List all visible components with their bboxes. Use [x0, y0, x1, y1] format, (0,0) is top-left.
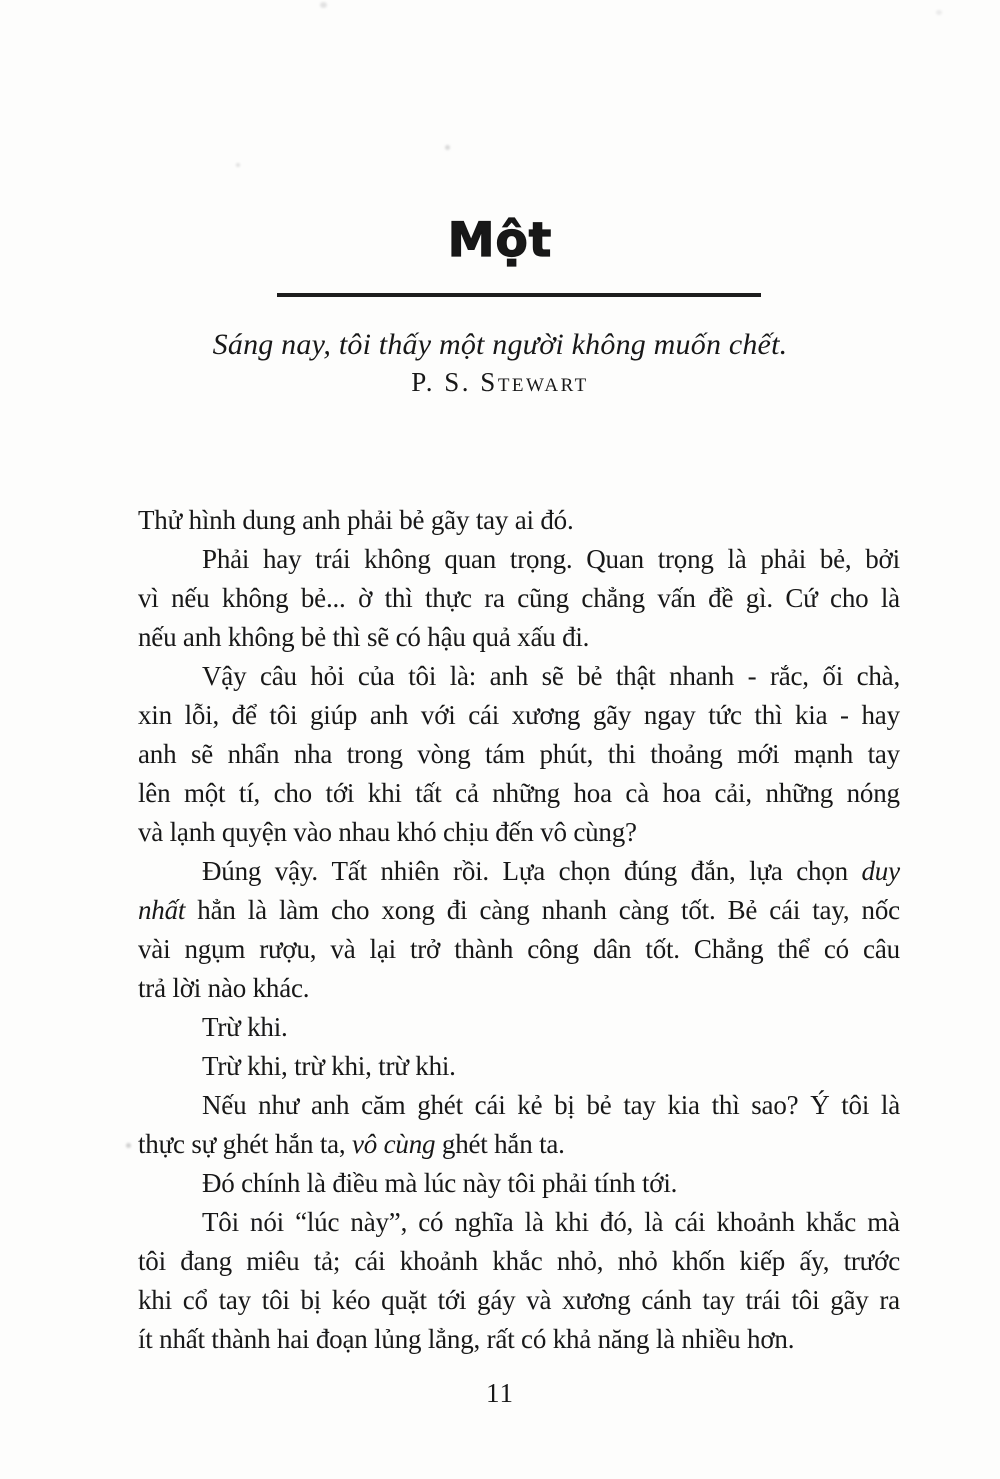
body-line: xin lỗi, để tôi giúp anh với cái xương gãy ngay tức thì kia - hay — [138, 700, 900, 730]
scan-speck — [936, 10, 942, 15]
body-line: anh sẽ nhẩn nha trong vòng tám phút, thi thoảng mới mạnh tay — [138, 739, 900, 769]
body-line: Phải hay trái không quan trọng. Quan trọng là phải bẻ, bởi — [202, 544, 900, 574]
body-line: Trừ khi. — [202, 1012, 288, 1042]
body-line: nếu anh không bẻ thì sẽ có hậu quả xấu đi. — [138, 622, 590, 652]
body-line: Tôi nói “lúc này”, có nghĩa là khi đó, là cái khoảnh khắc mà — [202, 1207, 900, 1237]
body-line: lên một tí, cho tới khi tất cả những hoa cà hoa cải, những nóng — [138, 778, 900, 808]
epigraph-quote: Sáng nay, tôi thấy một người không muốn chết. — [212, 328, 788, 361]
body-line: trả lời nào khác. — [138, 973, 310, 1003]
body-line: tôi đang miêu tả; cái khoảnh khắc nhỏ, nhỏ khốn kiếp ấy, trước — [138, 1246, 900, 1276]
body-line: nhất hẳn là làm cho xong đi càng nhanh càng tốt. Bẻ cái tay, nốc — [138, 895, 900, 925]
body-line: vì nếu không bẻ... ờ thì thực ra cũng chẳng vấn đề gì. Cứ cho là — [138, 583, 900, 613]
scan-speck — [320, 2, 327, 8]
body-line: Trừ khi, trừ khi, trừ khi. — [202, 1051, 456, 1081]
scan-speck — [126, 1143, 131, 1148]
body-line: ít nhất thành hai đoạn lủng lẳng, rất có khả năng là nhiều hơn. — [138, 1324, 795, 1354]
chapter-divider-rule — [277, 293, 761, 297]
body-line: vài ngụm rượu, và lại trở thành công dân tốt. Chẳng thể có câu — [138, 934, 900, 964]
body-line: Thử hình dung anh phải bẻ gãy tay ai đó. — [138, 505, 574, 535]
body-line: Đúng vậy. Tất nhiên rồi. Lựa chọn đúng đắn, lựa chọn duy — [202, 856, 900, 886]
body-line: khi cổ tay tôi bị kéo quặt tới gáy và xương cánh tay trái tôi gãy ra — [138, 1285, 900, 1315]
body-text — [138, 501, 900, 1359]
scan-speck — [236, 163, 240, 167]
epigraph-attribution: P. S. Stewart — [411, 367, 589, 397]
page-number: 11 — [486, 1378, 514, 1408]
body-line: Đó chính là điều mà lúc này tôi phải tính tới. — [202, 1168, 678, 1198]
body-line: Vậy câu hỏi của tôi là: anh sẽ bẻ thật nhanh - rắc, ối chà, — [202, 661, 900, 691]
body-line: Nếu như anh căm ghét cái kẻ bị bẻ tay kia thì sao? Ý tôi là — [202, 1090, 900, 1120]
body-line: và lạnh quyện vào nhau khó chịu đến vô cùng? — [138, 817, 637, 847]
scan-speck — [445, 145, 450, 150]
chapter-title: Một — [447, 213, 553, 268]
body-line: thực sự ghét hắn ta, vô cùng ghét hắn ta. — [138, 1129, 565, 1159]
